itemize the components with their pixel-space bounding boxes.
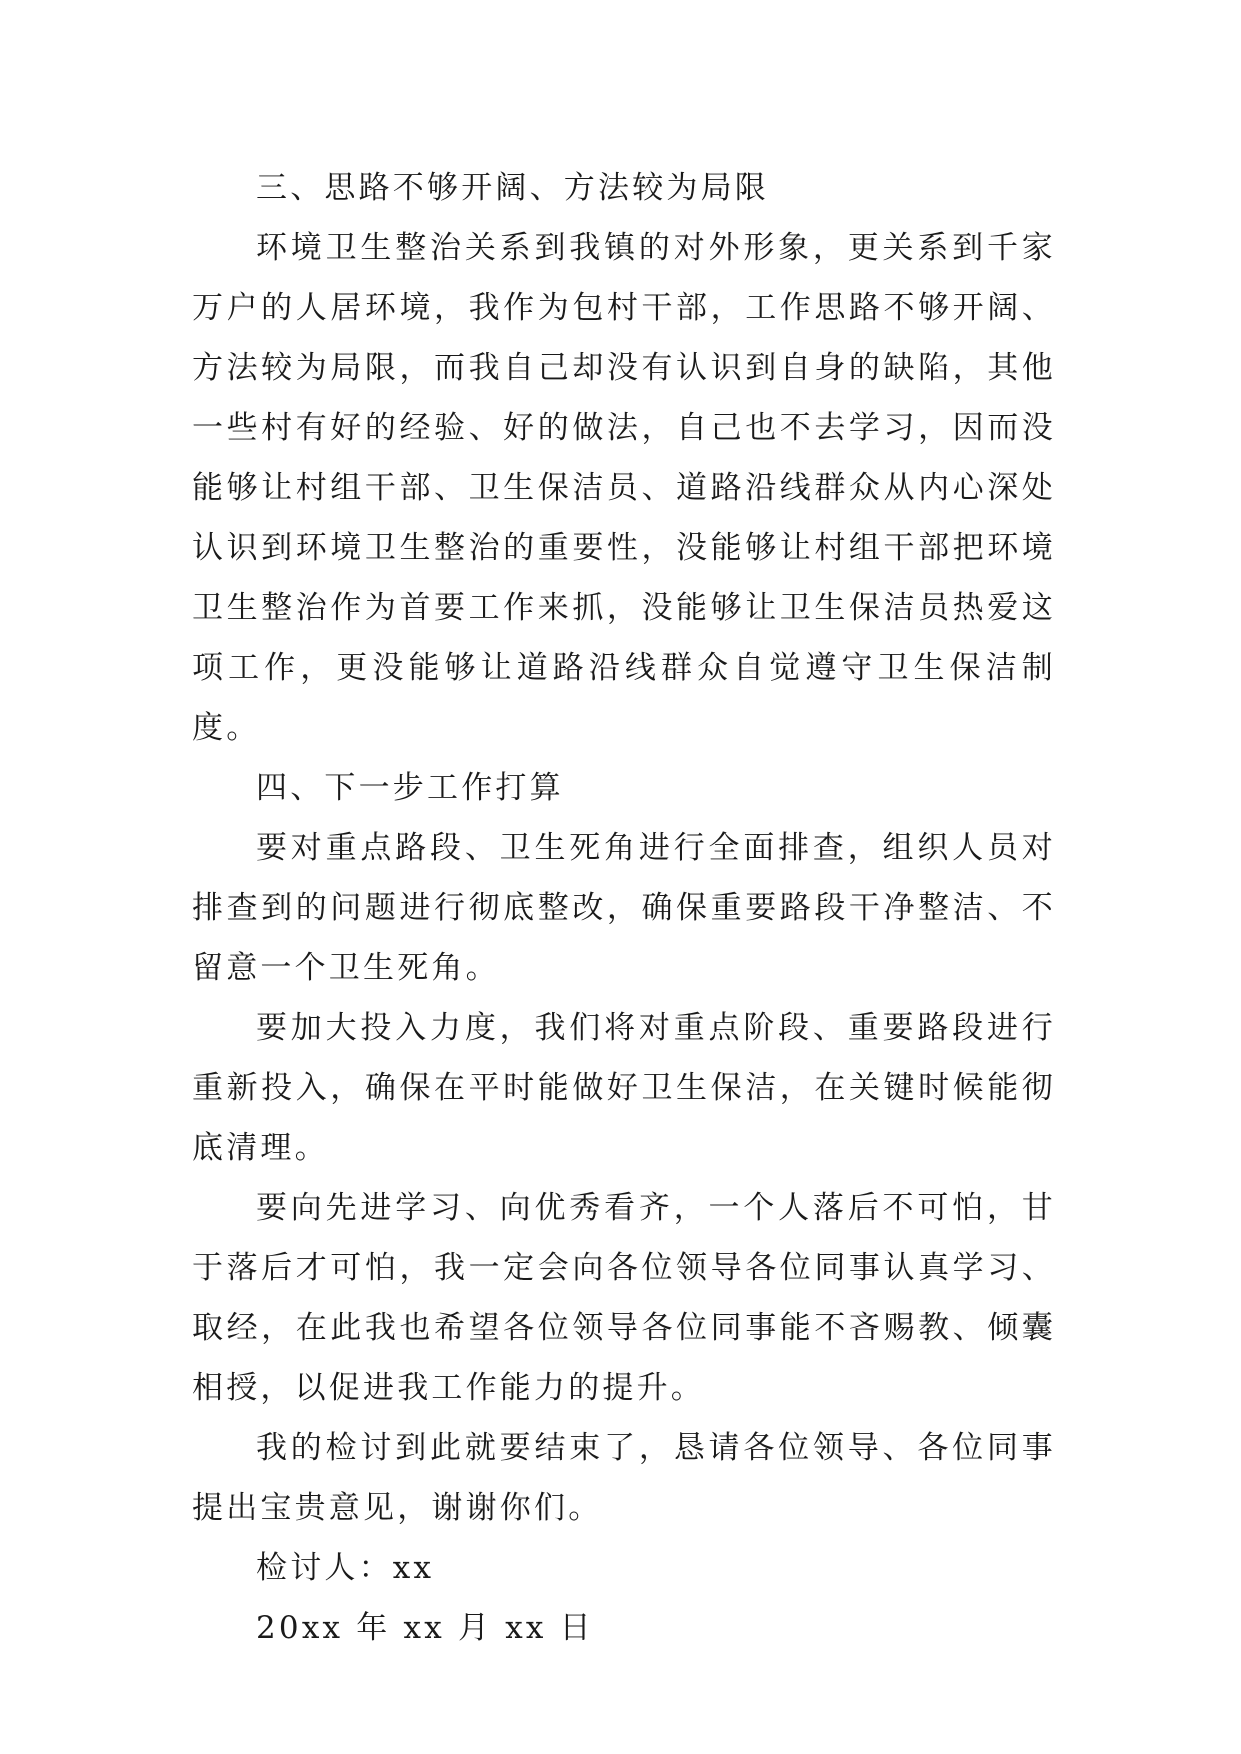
body-paragraph: 要向先进学习、向优秀看齐，一个人落后不可怕，甘于落后才可怕，我一定会向各位领导各位同事认真学习、取经，在此我也希望各位领导各位同事能不吝赐教、倾囊相授，以促进我工作能力的提升。 [192, 1190, 1056, 1406]
section-heading-4: 四、下一步工作打算 [256, 770, 564, 806]
date-line: 20xx 年 xx 月 xx 日 [256, 1610, 594, 1646]
body-paragraph: 要加大投入力度，我们将对重点阶段、重要路段进行重新投入，确保在平时能做好卫生保洁，在关键时候能彻底清理。 [192, 1010, 1056, 1166]
body-paragraph: 要对重点路段、卫生死角进行全面排查，组织人员对排查到的问题进行彻底整改，确保重要路段干净整洁、不留意一个卫生死角。 [192, 830, 1056, 986]
document-page [192, 158, 1056, 1658]
closing-paragraph: 我的检讨到此就要结束了，恳请各位领导、各位同事提出宝贵意见，谢谢你们。 [192, 1430, 1056, 1526]
signature-line: 检讨人：xx [256, 1550, 435, 1586]
body-paragraph: 环境卫生整治关系到我镇的对外形象，更关系到千家万户的人居环境，我作为包村干部，工作思路不够开阔、方法较为局限，而我自己却没有认识到自身的缺陷，其他一些村有好的经验、好的做法，自己也不去学习，因而没能够让村组干部、卫生保洁员、道路沿线群众从内心深处认识到环境卫生整治的重要性，没能够让村组干部把环境卫生整治作为首要工作来抓，没能够让卫生保洁员热爱这项工作，更没能够让道路沿线群众自觉遵守卫生保洁制度。 [192, 230, 1056, 746]
section-heading-3: 三、思路不够开阔、方法较为局限 [256, 170, 769, 206]
